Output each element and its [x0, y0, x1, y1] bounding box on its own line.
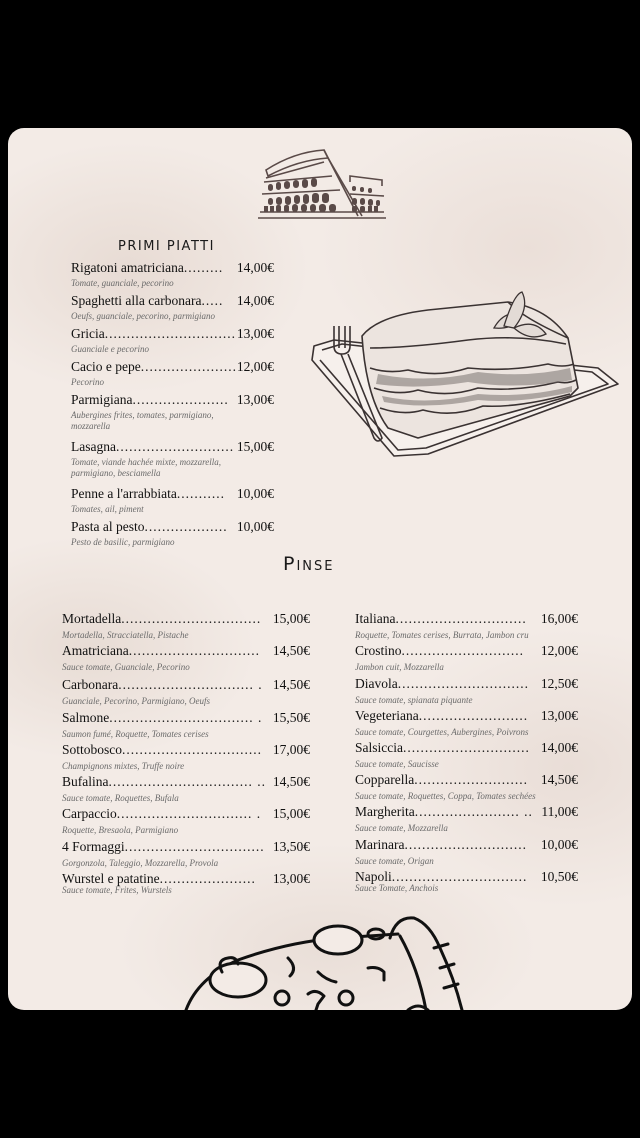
item-price: 13,50€: [272, 839, 310, 854]
item-price: 17,00€: [272, 742, 310, 757]
dot-leader: ......................: [132, 392, 229, 407]
item-price: 13,00€: [540, 708, 578, 723]
dot-leader: ..............................: [397, 676, 529, 691]
item-description: Sauce tomate, Origan: [355, 856, 434, 866]
item-description: Aubergines frites, tomates, parmigiano, mozzarella: [71, 410, 214, 431]
item-price: 14,00€: [236, 293, 274, 308]
dot-leader: ............................... .: [118, 677, 263, 692]
item-description: Tomates, ail, piment: [71, 504, 144, 514]
item-price: 13,00€: [236, 392, 274, 407]
item-name: Carpaccio: [62, 806, 117, 821]
dot-leader: ...................: [144, 519, 228, 534]
item-price: 12,00€: [540, 643, 578, 658]
menu-item: [62, 611, 310, 641]
item-name: Marinara: [355, 837, 405, 852]
item-name: Margherita: [355, 804, 415, 819]
item-description: Guanciale e pecorino: [71, 344, 149, 354]
menu-item: [355, 740, 578, 770]
item-price: 14,00€: [540, 740, 578, 755]
item-name: Italiana: [355, 611, 396, 626]
menu-item: [71, 519, 274, 548]
menu-item: [71, 392, 274, 432]
item-description: Roquette, Tomates cerises, Burrata, Jambon cru: [355, 630, 529, 640]
dot-leader: ..........................: [414, 772, 528, 787]
item-description: Champignons mixtes, Truffe noire: [62, 761, 185, 771]
item-price: 12,00€: [236, 359, 274, 374]
item-description: Sauce Tomate, Anchois: [355, 883, 439, 893]
dot-leader: ................................. .: [109, 710, 263, 725]
item-name: Wurstel e patatine: [62, 871, 160, 886]
item-name: Rigatoni amatriciana: [71, 260, 184, 275]
menu-item: [355, 772, 578, 802]
menu-item: [62, 839, 310, 869]
item-name: Spaghetti alla carbonara: [71, 293, 202, 308]
dot-leader: ................................: [124, 839, 265, 854]
dot-leader: ................................: [122, 742, 263, 757]
item-name: Crostino: [355, 643, 402, 658]
item-name: Cacio e pepe: [71, 359, 141, 374]
dot-leader: .....: [201, 293, 224, 308]
item-price: 10,00€: [540, 837, 578, 852]
item-price: 13,00€: [236, 326, 274, 341]
item-name: Diavola: [355, 676, 398, 691]
item-description: Sauce tomate, Roquettes, Coppa, Tomates sechées: [355, 791, 536, 801]
item-description: Oeufs, guanciale, pecorino, parmigiano: [71, 311, 215, 321]
item-name: Parmigiana: [71, 392, 133, 407]
item-name: Salmone: [62, 710, 110, 725]
menu-card: [8, 128, 632, 1010]
item-description: Pesto de basilic, parmigiano: [71, 537, 175, 547]
pizza-slice-illustration: [178, 908, 478, 1010]
item-description: Gorgonzola, Taleggio, Mozzarella, Provola: [62, 858, 219, 868]
dot-leader: ........................ ..: [414, 804, 533, 819]
dot-leader: ......................: [140, 359, 237, 374]
item-price: 14,00€: [236, 260, 274, 275]
dot-leader: ................................. ..: [108, 774, 266, 789]
menu-item: [62, 710, 310, 740]
item-name: Lasagna: [71, 439, 116, 454]
item-name: Pasta al pesto: [71, 519, 145, 534]
item-price: 11,00€: [541, 804, 578, 819]
item-price: 16,00€: [540, 611, 578, 626]
menu-item: [355, 869, 578, 894]
menu-item: [71, 359, 274, 388]
dot-leader: ..............................: [104, 326, 236, 341]
item-description: Jambon cuit, Mozzarella: [355, 662, 444, 672]
item-price: 14,50€: [272, 643, 310, 658]
dot-leader: ................................: [121, 611, 262, 626]
item-description: Mortadella, Stracciatella, Pistache: [62, 630, 189, 640]
dot-leader: ..............................: [395, 611, 527, 626]
menu-item: [355, 804, 578, 834]
menu-item: [355, 837, 578, 867]
item-description: Roquette, Bresaola, Parmigiano: [62, 825, 179, 835]
item-description: Sauce tomate, Mozzarella: [355, 823, 448, 833]
dot-leader: .............................: [402, 740, 530, 755]
item-name: Sottobosco: [62, 742, 123, 757]
item-price: 10,00€: [236, 486, 274, 501]
menu-item: [355, 643, 578, 673]
item-description: Tomate, viande hachée mixte, mozzarella, parmigiano, besciamella: [71, 457, 222, 478]
dot-leader: ..............................: [128, 643, 260, 658]
item-name: Gricia: [71, 326, 105, 341]
dot-leader: ............................: [404, 837, 527, 852]
dot-leader: ............................: [401, 643, 525, 658]
item-description: Sauce tomate, Roquettes, Bufala: [62, 793, 179, 803]
item-price: 13,00€: [272, 871, 310, 886]
item-price: 14,50€: [540, 772, 578, 787]
item-name: 4 Formaggi: [62, 839, 125, 854]
menu-item: [62, 806, 310, 836]
section-title-pinse: Pinse: [283, 553, 335, 575]
item-price: 15,00€: [236, 439, 274, 454]
item-description: Sauce tomate, spianata piquante: [355, 695, 473, 705]
dot-leader: ...........: [176, 486, 226, 501]
dot-leader: .........................: [418, 708, 529, 723]
menu-item: [62, 677, 310, 707]
menu-item: [62, 871, 310, 896]
item-price: 12,50€: [540, 676, 578, 691]
item-price: 15,00€: [272, 611, 310, 626]
item-description: Sauce tomate, Courgettes, Aubergines, Poivrons: [355, 727, 529, 737]
item-price: 10,50€: [540, 869, 578, 884]
item-name: Amatriciana: [62, 643, 129, 658]
dot-leader: ...............................: [391, 869, 528, 884]
item-name: Mortadella: [62, 611, 122, 626]
menu-item: [62, 643, 310, 673]
item-price: 10,00€: [236, 519, 274, 534]
lasagna-illustration: [308, 288, 624, 458]
menu-item: [355, 611, 578, 641]
menu-item: [71, 260, 274, 289]
menu-item: [71, 326, 274, 355]
item-price: 15,50€: [272, 710, 310, 725]
dot-leader: ...........................: [115, 439, 235, 454]
item-description: Sauce tomate, Saucisse: [355, 759, 439, 769]
item-price: 15,00€: [272, 806, 310, 821]
item-description: Tomate, guanciale, pecorino: [71, 278, 174, 288]
dot-leader: .........: [183, 260, 224, 275]
dot-leader: ......................: [159, 871, 256, 886]
item-name: Penne a l'arrabbiata: [71, 486, 177, 501]
item-price: 14,50€: [272, 677, 310, 692]
item-description: Saumon fumé, Roquette, Tomates cerises: [62, 729, 209, 739]
item-description: Sauce tomate, Frites, Wurstels: [62, 885, 172, 895]
item-name: Carbonara: [62, 677, 119, 692]
menu-item: [62, 774, 310, 804]
item-name: Salsiccia: [355, 740, 403, 755]
item-name: Napoli: [355, 869, 392, 884]
menu-item: [62, 742, 310, 772]
menu-item: [355, 708, 578, 738]
menu-item: [71, 486, 274, 515]
item-description: Guanciale, Pecorino, Parmigiano, Oeufs: [62, 696, 210, 706]
item-price: 14,50€: [272, 774, 310, 789]
dot-leader: ............................... .: [116, 806, 262, 821]
menu-item: [355, 676, 578, 706]
menu-item: [71, 293, 274, 322]
item-description: Pecorino: [71, 377, 104, 387]
item-description: Sauce tomate, Guanciale, Pecorino: [62, 662, 190, 672]
menu-item: [71, 439, 274, 479]
colosseum-icon: [254, 146, 388, 222]
item-name: Copparella: [355, 772, 415, 787]
item-name: Vegeteriana: [355, 708, 419, 723]
section-title-primi: PRIMI PIATTI: [118, 239, 215, 254]
item-name: Bufalina: [62, 774, 109, 789]
